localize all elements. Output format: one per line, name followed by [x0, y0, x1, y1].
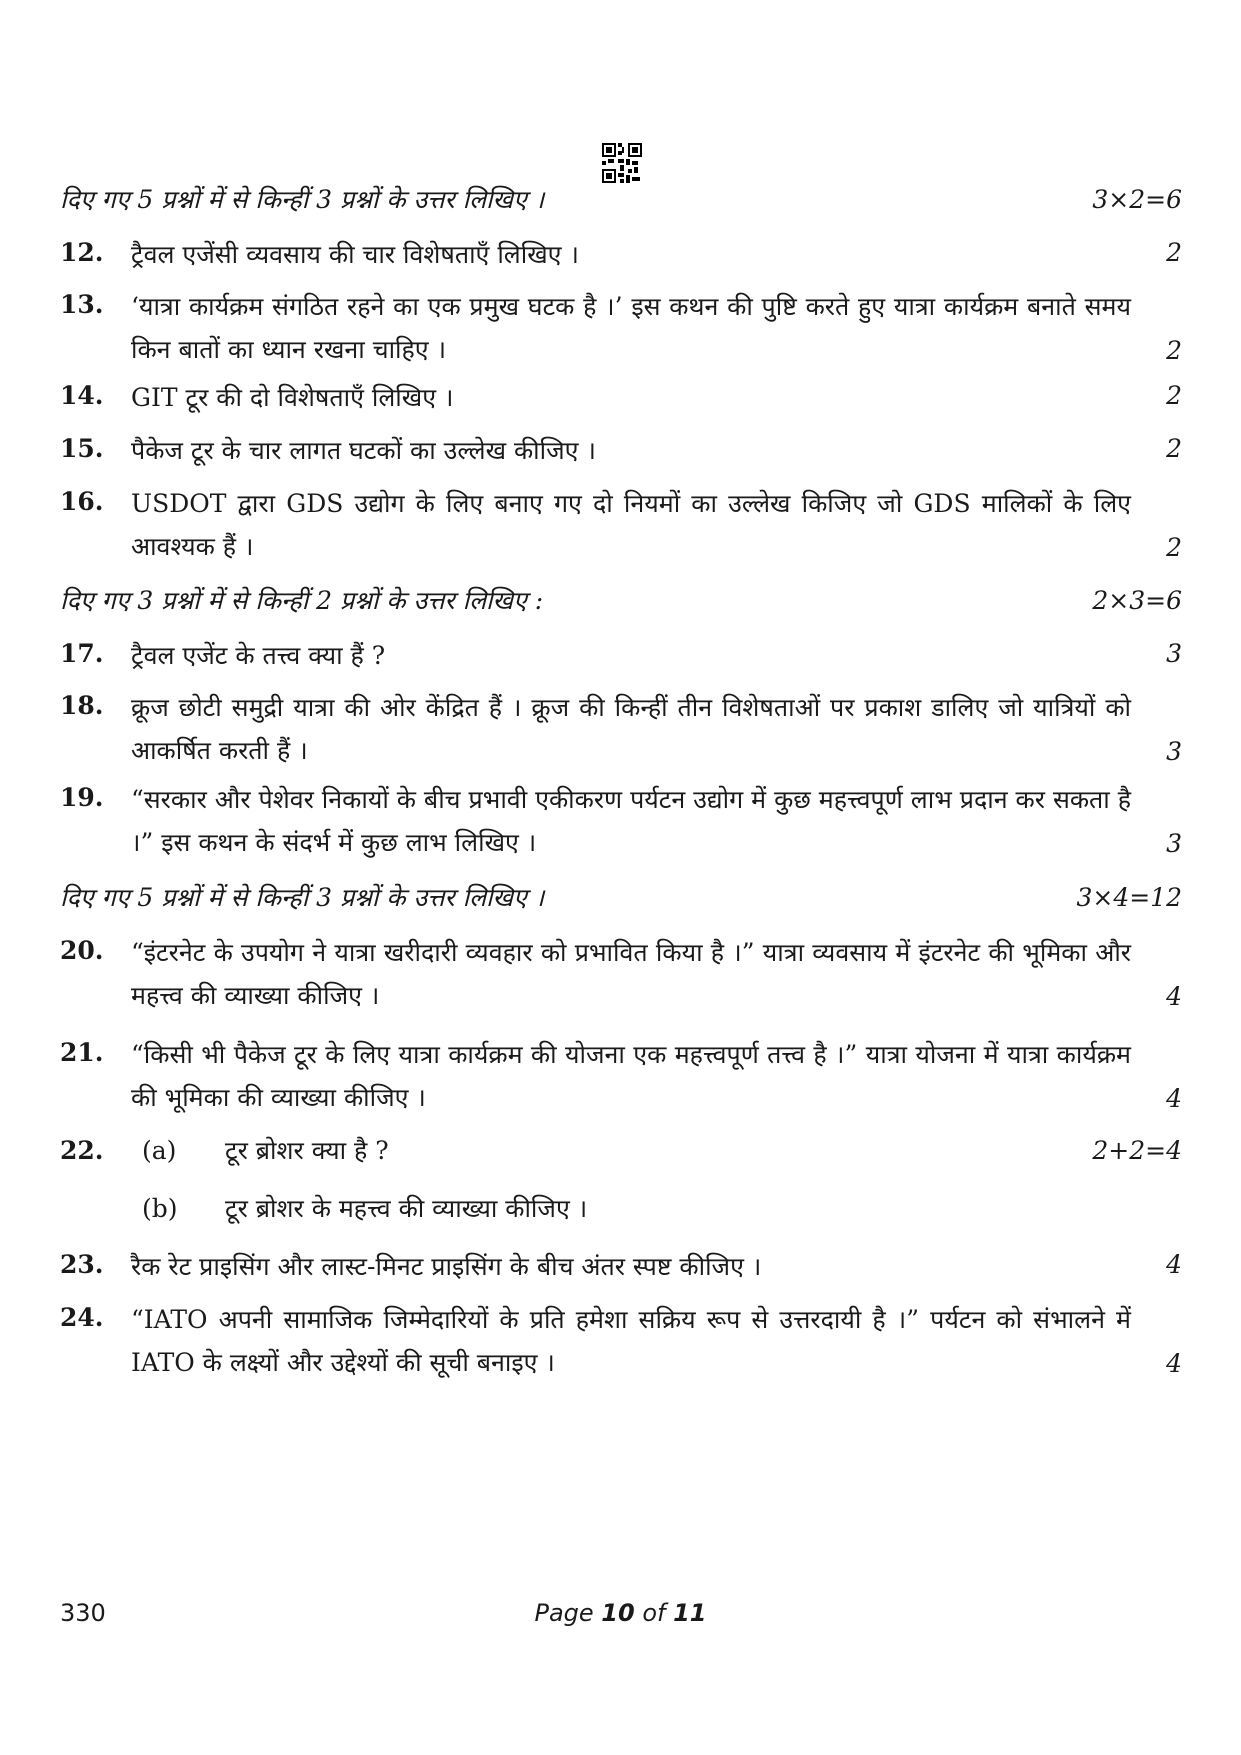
sub-question-label: (b) — [142, 1194, 178, 1223]
question-number: 21. — [60, 1038, 104, 1067]
question-number: 23. — [60, 1250, 104, 1279]
sub-question-text: टूर ब्रोशर के महत्त्व की व्याख्या कीजिए । — [225, 1194, 588, 1223]
question-12 — [60, 233, 1182, 273]
question-marks: 4 — [1166, 1084, 1182, 1113]
paper-code: 330 — [60, 1599, 106, 1627]
question-marks: 4 — [1166, 982, 1182, 1011]
instruction-text: दिए गए 5 प्रश्नों में से किन्हीं 3 प्रश्नों के उत्तर लिखिए । — [60, 185, 545, 214]
question-text: “सरकार और पेशेवर निकायों के बीच प्रभावी एकीकरण पर्यटन उद्योग में कुछ महत्त्वपूर्ण लाभ प्रदान कर सकता है ।” इस कथन के संदर्भ में कुछ लाभ लिखिए । — [131, 785, 1131, 857]
question-19 — [60, 778, 1182, 864]
question-21 — [60, 1033, 1182, 1119]
sub-question-text: टूर ब्रोशर क्या है ? — [225, 1136, 389, 1165]
question-marks: 2+2=4 — [1092, 1136, 1182, 1165]
question-15 — [60, 429, 1182, 469]
question-number: 14. — [60, 381, 104, 410]
question-number: 17. — [60, 639, 104, 668]
instruction-text: दिए गए 3 प्रश्नों में से किन्हीं 2 प्रश्नों के उत्तर लिखिए : — [60, 586, 544, 615]
question-18 — [60, 686, 1182, 772]
question-number: 20. — [60, 936, 104, 965]
question-number: 22. — [60, 1136, 104, 1165]
sub-question-b — [60, 1189, 1182, 1229]
question-number: 18. — [60, 691, 104, 720]
question-marks: 2 — [1166, 434, 1182, 463]
question-marks: 4 — [1166, 1250, 1182, 1279]
question-24 — [60, 1298, 1182, 1384]
question-text: क्रूज छोटी समुद्री यात्रा की ओर केंद्रित हैं । क्रूज की किन्हीं तीन विशेषताओं पर प्रकाश डालिए जो यात्रियों को आकर्षित करती हैं । — [131, 693, 1131, 765]
question-text: “किसी भी पैकेज टूर के लिए यात्रा कार्यक्रम की योजना एक महत्त्वपूर्ण तत्त्व है ।” यात्रा योजना में यात्रा कार्यक्रम की भूमिका की व्याख्या कीजिए । — [131, 1040, 1131, 1112]
question-number: 13. — [60, 290, 104, 319]
question-marks: 3 — [1166, 639, 1182, 668]
question-14 — [60, 376, 1182, 416]
question-number: 16. — [60, 487, 104, 516]
question-text: ट्रैवल एजेंट के तत्त्व क्या हैं ? — [131, 641, 386, 670]
question-text: पैकेज टूर के चार लागत घटकों का उल्लेख कीजिए । — [131, 436, 596, 465]
question-text: GIT टूर की दो विशेषताएँ लिखिए । — [131, 383, 454, 412]
sub-question-a — [60, 1131, 1182, 1171]
question-marks: 2 — [1166, 336, 1182, 365]
section-instruction — [60, 581, 1182, 621]
question-text: ‘यात्रा कार्यक्रम संगठित रहने का एक प्रमुख घटक है ।’ इस कथन की पुष्टि करते हुए यात्रा कार्यक्रम बनाते समय किन बातों का ध्यान रखना चाहिए । — [131, 292, 1131, 364]
section-marks: 2×3=6 — [1092, 586, 1182, 615]
question-text: ट्रैवल एजेंसी व्यवसाय की चार विशेषताएँ लिखिए । — [131, 240, 579, 269]
question-marks: 3 — [1166, 829, 1182, 858]
page-number: Page 10 of 11 — [534, 1599, 707, 1627]
qr-code-icon — [602, 143, 642, 183]
question-23 — [60, 1245, 1182, 1285]
question-marks: 2 — [1166, 381, 1182, 410]
question-text: “इंटरनेट के उपयोग ने यात्रा खरीदारी व्यवहार को प्रभावित किया है ।” यात्रा व्यवसाय में इंटरनेट की भूमिका और महत्त्व की व्याख्या कीजिए । — [131, 938, 1131, 1010]
question-number: 24. — [60, 1303, 104, 1332]
sub-question-label: (a) — [142, 1136, 177, 1165]
section-instruction — [60, 878, 1182, 918]
question-marks: 2 — [1166, 533, 1182, 562]
question-20 — [60, 931, 1182, 1017]
question-text: “IATO अपनी सामाजिक जिम्मेदारियों के प्रति हमेशा सक्रिय रूप से उत्तरदायी है ।” पर्यटन को संभालने में IATO के लक्ष्यों और उद्देश्यों की सूची बनाइए । — [131, 1305, 1131, 1377]
question-number: 12. — [60, 238, 104, 267]
question-number: 19. — [60, 783, 104, 812]
section-marks: 3×2=6 — [1092, 185, 1182, 214]
question-17 — [60, 634, 1182, 674]
section-marks: 3×4=12 — [1076, 883, 1182, 912]
question-text: रैक रेट प्राइसिंग और लास्ट-मिनट प्राइसिंग के बीच अंतर स्पष्ट कीजिए । — [131, 1252, 762, 1281]
question-marks: 2 — [1166, 238, 1182, 267]
question-16 — [60, 482, 1182, 568]
question-marks: 4 — [1166, 1349, 1182, 1378]
question-marks: 3 — [1166, 737, 1182, 766]
instruction-text: दिए गए 5 प्रश्नों में से किन्हीं 3 प्रश्नों के उत्तर लिखिए । — [60, 883, 545, 912]
question-text: USDOT द्वारा GDS उद्योग के लिए बनाए गए दो नियमों का उल्लेख किजिए जो GDS मालिकों के लिए आवश्यक हैं । — [131, 489, 1131, 561]
question-number: 15. — [60, 434, 104, 463]
question-13 — [60, 285, 1182, 371]
section-instruction — [60, 180, 1182, 220]
